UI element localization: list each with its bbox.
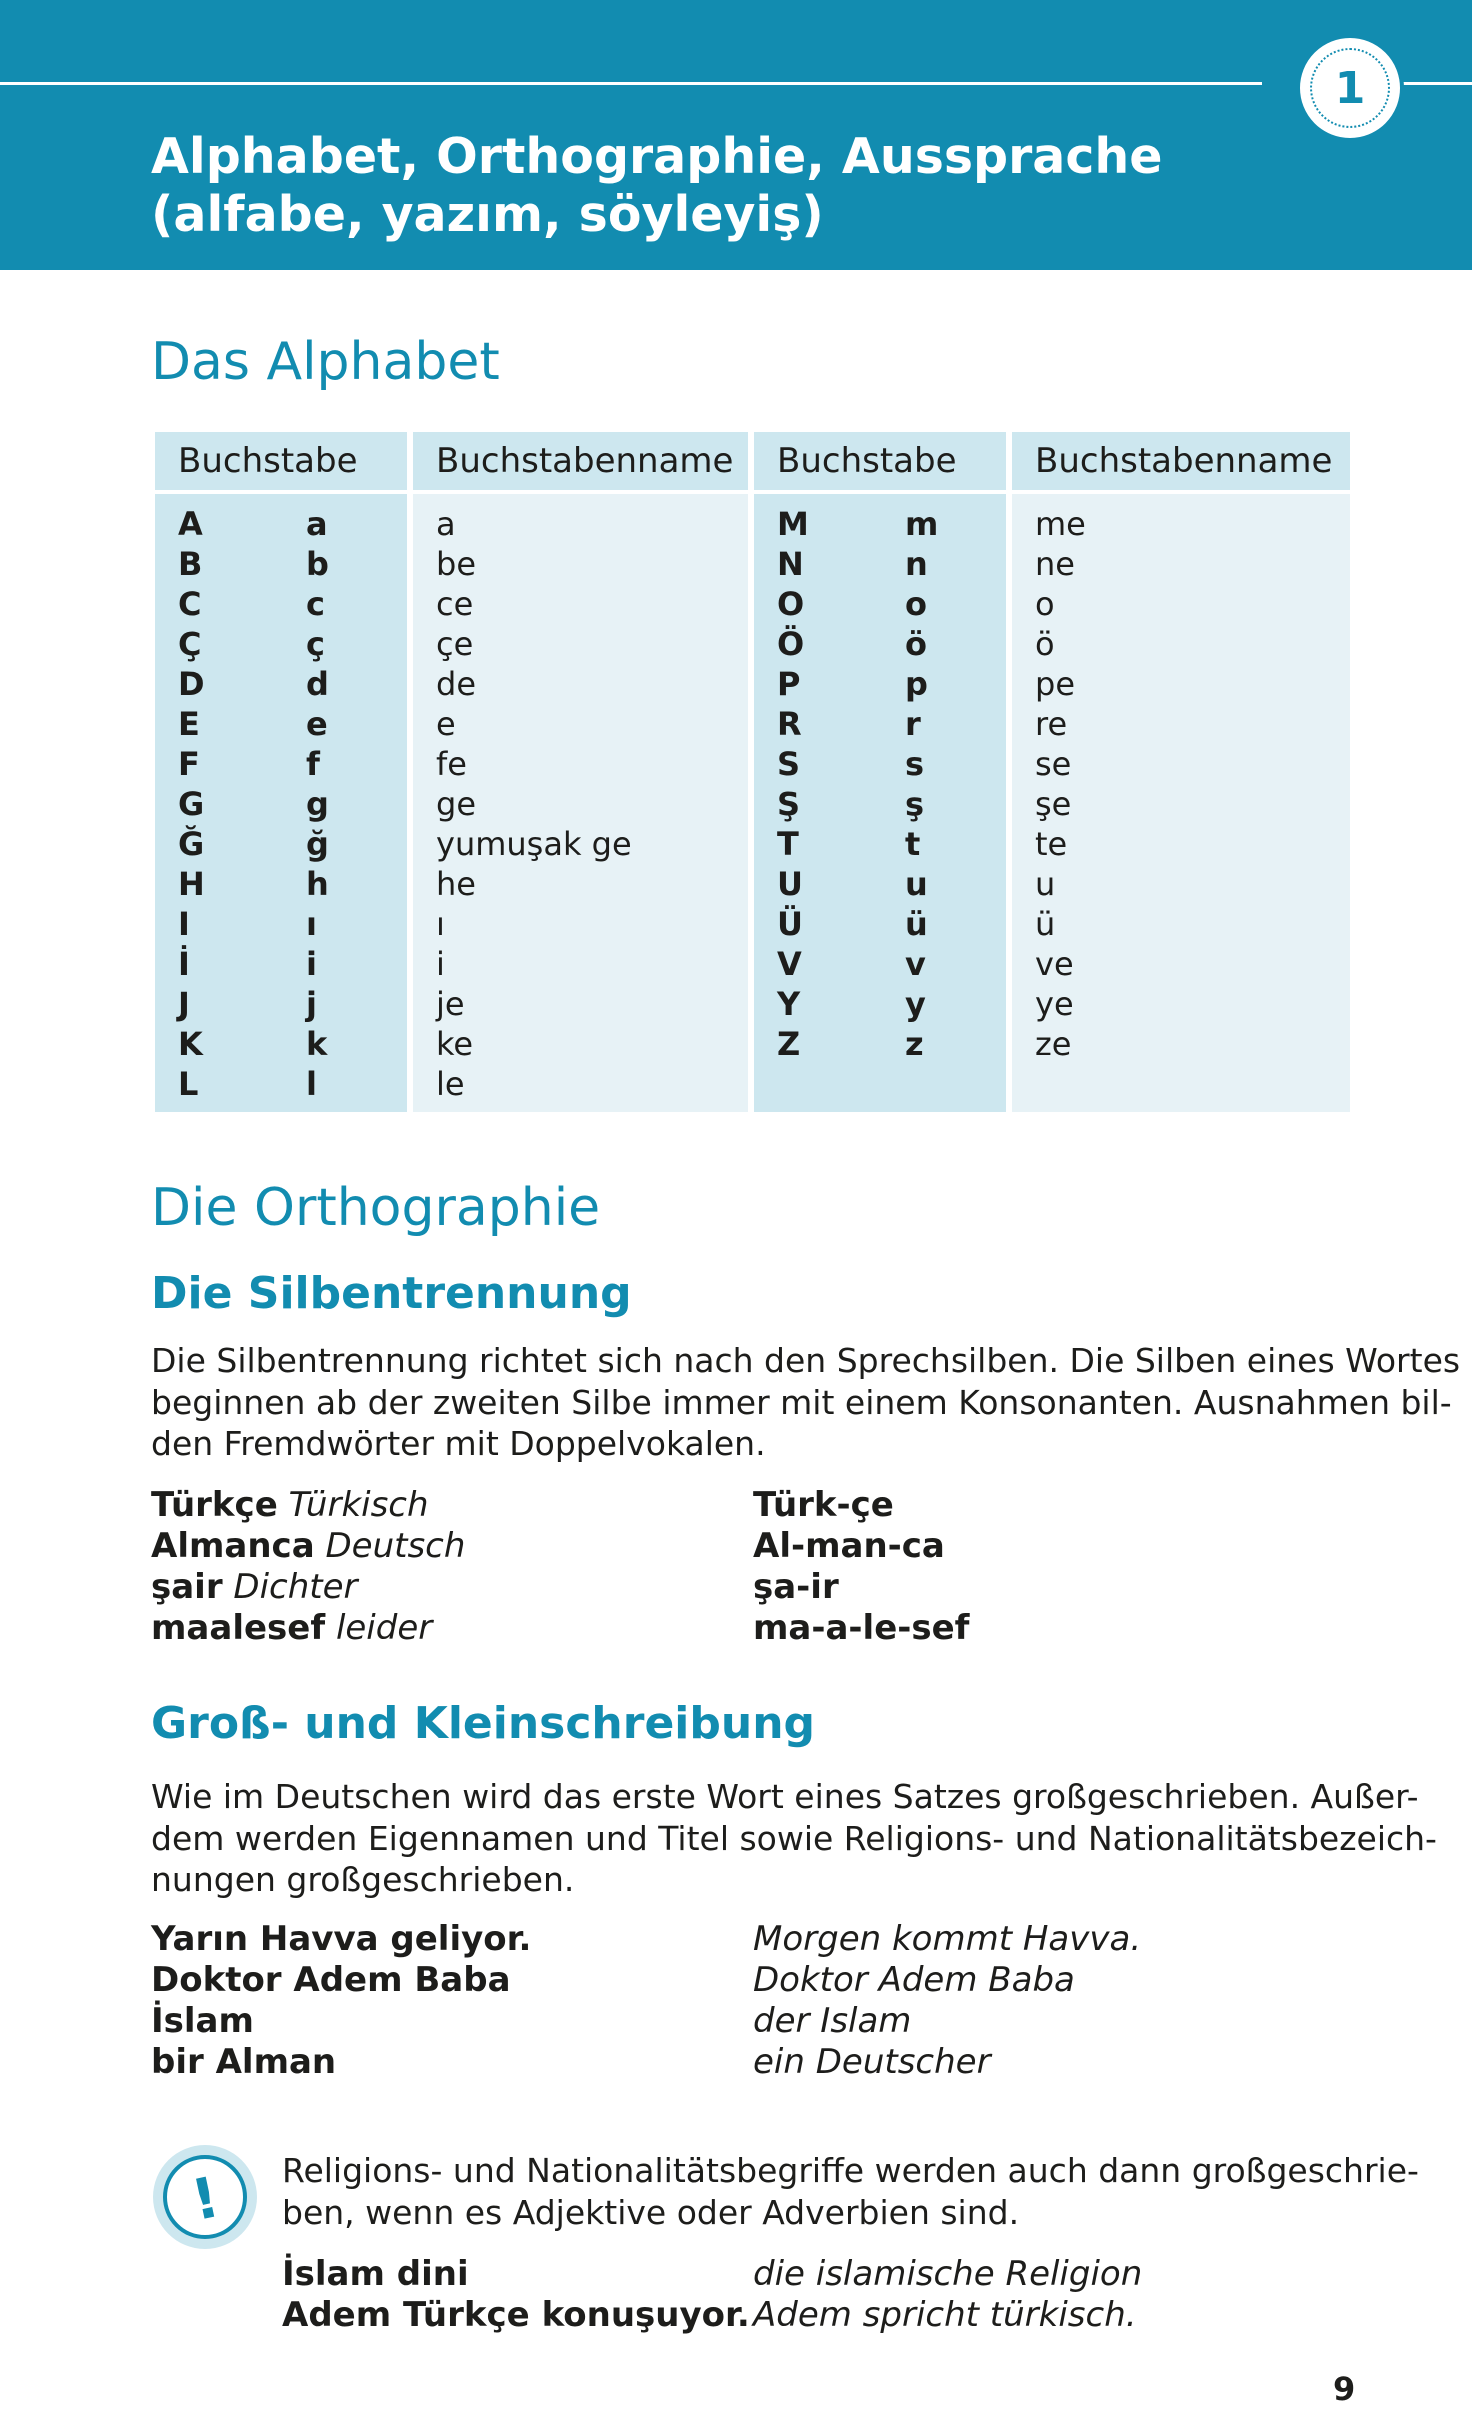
uppercase-letter: E <box>178 705 200 743</box>
paragraph-line: Wie im Deutschen wird das erste Wort eines Satzes großgeschrieben. Außer- <box>151 1777 1419 1816</box>
uppercase-letter: N <box>777 545 804 583</box>
lowercase-letter: o <box>905 585 927 623</box>
uppercase-letter: D <box>178 665 205 703</box>
uppercase-letter: Ç <box>178 625 202 663</box>
turkish-sentence: Doktor Adem Baba <box>151 1960 511 2000</box>
letter-name: ne <box>1035 545 1075 583</box>
letter-row <box>777 1024 1006 1064</box>
banner-rule-right <box>1400 82 1472 85</box>
lowercase-letter: ı <box>306 905 317 943</box>
letter-row <box>777 584 1006 624</box>
letter-name: ye <box>1035 985 1074 1023</box>
lowercase-letter: v <box>905 945 926 983</box>
letter-row <box>178 504 407 544</box>
letter-name: me <box>1035 505 1086 543</box>
letters-column-right <box>754 494 1006 1112</box>
uppercase-letter: T <box>777 825 799 863</box>
letter-name: ce <box>436 585 474 623</box>
letter-name: ze <box>1035 1025 1072 1063</box>
letter-name: se <box>1035 745 1072 783</box>
uppercase-letter: V <box>777 945 802 983</box>
capitalization-paragraph <box>151 1776 1437 1901</box>
letter-name: le <box>436 1065 465 1103</box>
letter-name: fe <box>436 745 467 783</box>
letter-row <box>178 1064 407 1104</box>
letter-row <box>178 584 407 624</box>
letter-name: u <box>1035 865 1056 903</box>
uppercase-letter: I <box>178 905 190 943</box>
letter-name: ı <box>436 905 445 943</box>
letter-name: şe <box>1035 785 1072 823</box>
letter-name: te <box>1035 825 1068 863</box>
paragraph-line: Die Silbentrennung richtet sich nach den Sprechsilben. Die Silben eines Wortes <box>151 1341 1461 1380</box>
banner-rule-left <box>0 82 1262 85</box>
letter-row <box>178 824 407 864</box>
names-column-left <box>413 494 748 1112</box>
letter-name: ge <box>436 785 476 823</box>
syllable-split: şa-ir <box>753 1567 839 1607</box>
letter-name: de <box>436 665 476 703</box>
lowercase-letter: g <box>306 785 329 823</box>
lowercase-letter: u <box>905 865 928 903</box>
lowercase-letter: l <box>306 1065 317 1103</box>
uppercase-letter: Z <box>777 1025 801 1063</box>
letter-name: a <box>436 505 456 543</box>
tip-examples-turkish <box>282 2254 750 2336</box>
syllable-split: ma-a-le-sef <box>753 1608 970 1648</box>
uppercase-letter: G <box>178 785 205 823</box>
turkish-word: Türkçe <box>151 1485 278 1525</box>
letter-name: yumuşak ge <box>436 825 632 863</box>
german-sentence: Doktor Adem Baba <box>753 1960 1075 2000</box>
letter-row <box>777 784 1006 824</box>
letter-name: çe <box>436 625 474 663</box>
uppercase-letter: İ <box>178 945 190 983</box>
uppercase-letter: Ü <box>777 905 803 943</box>
page-number: 9 <box>1333 2370 1356 2408</box>
names-column-right <box>1012 494 1350 1112</box>
letter-name: o <box>1035 585 1055 623</box>
lowercase-letter: i <box>306 945 317 983</box>
german-sentence: ein Deutscher <box>753 2042 991 2082</box>
uppercase-letter: B <box>178 545 203 583</box>
table-header-name-left: Buchstabenname <box>413 432 748 490</box>
tip-text <box>282 2150 1419 2233</box>
uppercase-letter: Ğ <box>178 825 205 863</box>
letter-row <box>777 504 1006 544</box>
chapter-title-line: (alfabe, yazım, söyleyiş) <box>151 186 824 243</box>
lowercase-letter: t <box>905 825 921 863</box>
lowercase-letter: ö <box>905 625 927 663</box>
subheading-syllables: Die Silbentrennung <box>151 1268 632 1319</box>
letter-row <box>777 664 1006 704</box>
letter-row <box>777 704 1006 744</box>
lowercase-letter: n <box>905 545 928 583</box>
table-header-name-right: Buchstabenname <box>1012 432 1350 490</box>
exclamation-icon <box>150 2142 260 2252</box>
lowercase-letter: p <box>905 665 928 703</box>
german-translation: Deutsch <box>325 1526 466 1566</box>
turkish-sentence: bir Alman <box>151 2042 337 2082</box>
example-row <box>151 1608 465 1649</box>
german-translation: leider <box>335 1608 433 1648</box>
syllable-split: Al-man-ca <box>753 1526 945 1566</box>
lowercase-letter: ç <box>306 625 325 663</box>
lowercase-letter: k <box>306 1025 328 1063</box>
lowercase-letter: b <box>306 545 329 583</box>
letter-row <box>777 864 1006 904</box>
letter-row <box>178 984 407 1024</box>
letter-row <box>178 1024 407 1064</box>
letter-row <box>777 944 1006 984</box>
turkish-word: Almanca <box>151 1526 315 1566</box>
uppercase-letter: K <box>178 1025 203 1063</box>
lowercase-letter: e <box>306 705 328 743</box>
tip-examples-german <box>753 2254 1142 2336</box>
letter-row <box>777 744 1006 784</box>
german-sentence: der Islam <box>753 2001 912 2041</box>
turkish-word: şair <box>151 1567 223 1607</box>
uppercase-letter: L <box>178 1065 199 1103</box>
turkish-sentence: İslam dini <box>282 2254 469 2294</box>
section-heading-orthography: Die Orthographie <box>151 1178 601 1238</box>
lowercase-letter: ğ <box>306 825 329 863</box>
subheading-capitalization: Groß- und Kleinschreibung <box>151 1698 816 1749</box>
syllable-examples-split <box>753 1485 969 1649</box>
section-heading-alphabet: Das Alphabet <box>151 332 500 392</box>
german-sentence: Adem spricht türkisch. <box>753 2295 1137 2335</box>
letter-row <box>777 544 1006 584</box>
letter-name: ü <box>1035 905 1056 943</box>
letter-row <box>178 784 407 824</box>
lowercase-letter: ş <box>905 785 925 823</box>
syllable-examples-words <box>151 1485 465 1649</box>
letter-name: ve <box>1035 945 1074 983</box>
lowercase-letter: c <box>306 585 325 623</box>
uppercase-letter: P <box>777 665 801 703</box>
table-header-letter-right: Buchstabe <box>754 432 1006 490</box>
lowercase-letter: a <box>306 505 328 543</box>
lowercase-letter: r <box>905 705 921 743</box>
paragraph-line: den Fremdwörter mit Doppelvokalen. <box>151 1424 766 1463</box>
chapter-title <box>151 128 1163 244</box>
uppercase-letter: R <box>777 705 802 743</box>
lowercase-letter: z <box>905 1025 924 1063</box>
letters-column-left <box>155 494 407 1112</box>
capitalization-examples-turkish <box>151 1919 531 2083</box>
lowercase-letter: f <box>306 745 320 783</box>
turkish-sentence: Adem Türkçe konuşuyor. <box>282 2295 750 2335</box>
lowercase-letter: ü <box>905 905 928 943</box>
uppercase-letter: S <box>777 745 801 783</box>
example-row <box>151 1485 465 1526</box>
chapter-title-line: Alphabet, Orthographie, Aussprache <box>151 128 1163 185</box>
letter-row <box>178 944 407 984</box>
uppercase-letter: A <box>178 505 203 543</box>
german-translation: Dichter <box>233 1567 358 1607</box>
letter-name: e <box>436 705 456 743</box>
exclamation-glyph: ! <box>186 2164 225 2234</box>
lowercase-letter: h <box>306 865 329 903</box>
german-translation: Türkisch <box>288 1485 429 1525</box>
uppercase-letter: J <box>178 985 190 1023</box>
syllables-paragraph <box>151 1340 1461 1465</box>
capitalization-examples-german <box>753 1919 1141 2083</box>
chapter-number: 1 <box>1310 48 1390 128</box>
letter-row <box>777 824 1006 864</box>
turkish-sentence: İslam <box>151 2001 254 2041</box>
letter-row <box>178 664 407 704</box>
letter-row <box>178 704 407 744</box>
lowercase-letter: d <box>306 665 329 703</box>
letter-row <box>178 744 407 784</box>
uppercase-letter: C <box>178 585 202 623</box>
letter-row <box>777 904 1006 944</box>
letter-row <box>777 624 1006 664</box>
paragraph-line: nungen großgeschrieben. <box>151 1860 575 1899</box>
letter-name: je <box>436 985 465 1023</box>
letter-row <box>178 904 407 944</box>
letter-name: ke <box>436 1025 474 1063</box>
letter-name: ö <box>1035 625 1055 663</box>
uppercase-letter: H <box>178 865 205 903</box>
lowercase-letter: s <box>905 745 925 783</box>
lowercase-letter: j <box>306 985 317 1023</box>
uppercase-letter: M <box>777 505 809 543</box>
lowercase-letter: m <box>905 505 939 543</box>
uppercase-letter: Y <box>777 985 801 1023</box>
turkish-sentence: Yarın Havva geliyor. <box>151 1919 532 1959</box>
letter-name: i <box>436 945 445 983</box>
lowercase-letter: y <box>905 985 926 1023</box>
letter-row <box>178 624 407 664</box>
example-row <box>151 1526 465 1567</box>
paragraph-line: dem werden Eigennamen und Titel sowie Religions- und Nationalitätsbezeich- <box>151 1818 1437 1858</box>
letter-name: he <box>436 865 476 903</box>
uppercase-letter: Ö <box>777 625 805 663</box>
letter-name: be <box>436 545 476 583</box>
paragraph-line: Religions- und Nationalitätsbegriffe werden auch dann großgeschrie- <box>282 2151 1419 2190</box>
german-sentence: Morgen kommt Havva. <box>753 1919 1142 1959</box>
letter-row <box>178 544 407 584</box>
letter-name: re <box>1035 705 1068 743</box>
paragraph-line: beginnen ab der zweiten Silbe immer mit einem Konsonanten. Ausnahmen bil- <box>151 1382 1452 1422</box>
letter-name: pe <box>1035 665 1075 703</box>
letter-row <box>178 864 407 904</box>
example-row <box>151 1567 465 1608</box>
chapter-number-badge <box>1296 34 1404 142</box>
uppercase-letter: U <box>777 865 803 903</box>
uppercase-letter: Ş <box>777 785 801 823</box>
letter-row <box>777 984 1006 1024</box>
paragraph-line: ben, wenn es Adjektive oder Adverbien sind. <box>282 2192 1020 2232</box>
german-sentence: die islamische Religion <box>753 2254 1143 2294</box>
uppercase-letter: F <box>178 745 200 783</box>
uppercase-letter: O <box>777 585 805 623</box>
table-header-letter-left: Buchstabe <box>155 432 407 490</box>
syllable-split: Türk-çe <box>753 1485 894 1525</box>
turkish-word: maalesef <box>151 1608 326 1648</box>
